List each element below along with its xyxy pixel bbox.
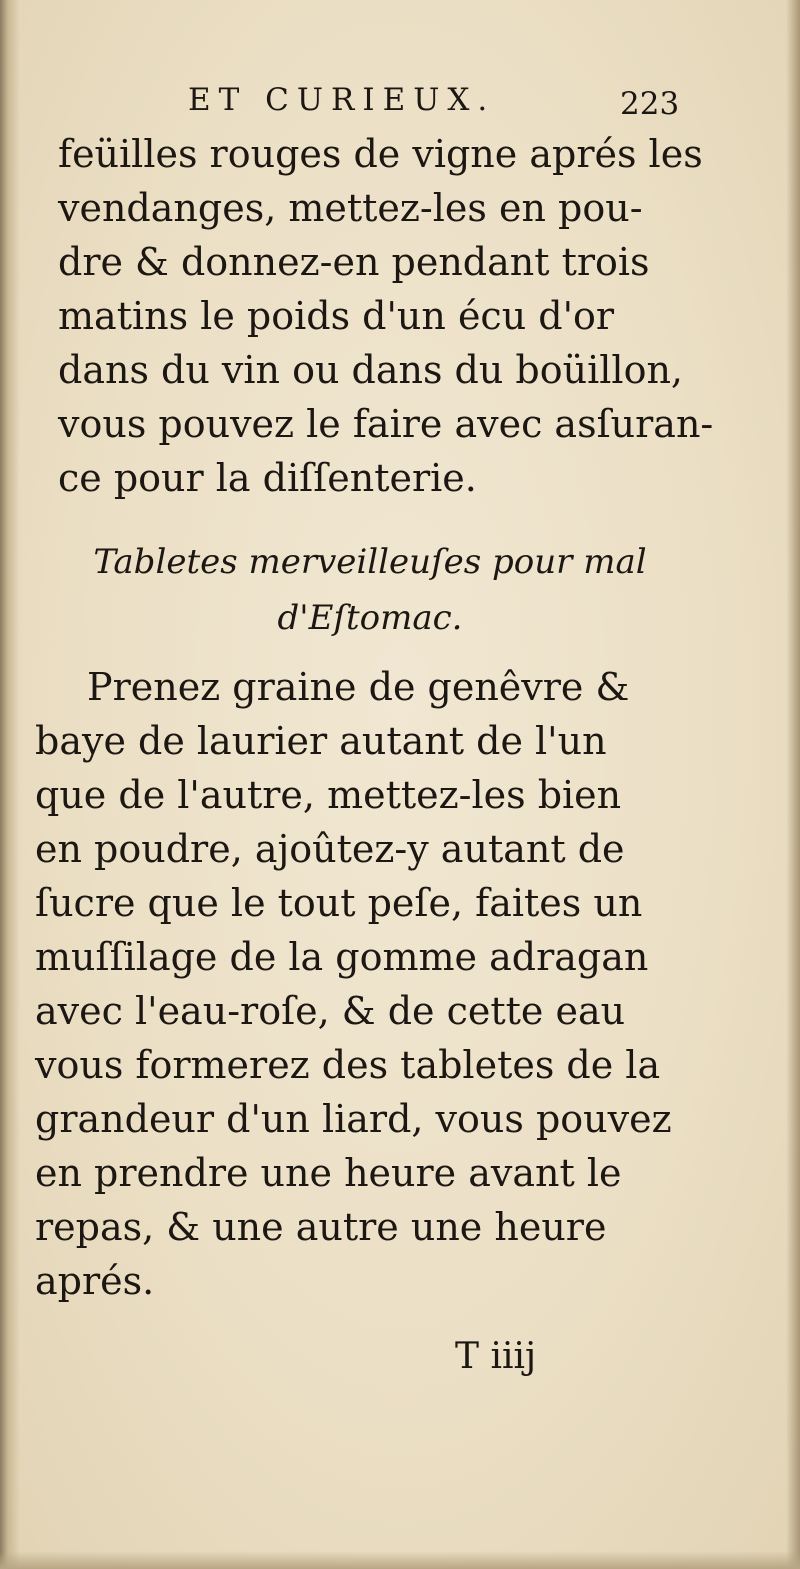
text-line: ce pour la diſſenterie.: [58, 456, 477, 500]
text-line: vous formerez des tabletes de la: [35, 1043, 661, 1087]
text-line: dans du vin ou dans du boüillon,: [58, 348, 683, 392]
text-line: Prenez graine de genêvre &: [87, 665, 630, 709]
text-line: ſucre que le tout peſe, faites un: [35, 881, 643, 925]
text-line: vendanges, mettez-les en pou-: [58, 186, 643, 230]
page-number: 223: [620, 86, 680, 122]
text-line: grandeur d'un liard, vous pouvez: [35, 1097, 672, 1141]
text-line: muſſilage de la gomme adragan: [35, 935, 649, 979]
recipe-heading: [60, 534, 680, 646]
text-line: feüilles rouges de vigne aprés les: [58, 132, 703, 176]
heading-line: d'Eſtomac.: [277, 598, 463, 638]
gutter-shadow: [0, 0, 20, 1569]
text-line: aprés.: [35, 1259, 155, 1303]
paragraph-2: [35, 660, 675, 1308]
paragraph-1: [58, 127, 714, 505]
signature-mark: T iiij: [455, 1336, 537, 1377]
heading-line: Tabletes merveilleuſes pour mal: [93, 542, 647, 582]
text-line: vous pouvez le faire avec asſuran-: [58, 402, 714, 446]
text-line: baye de laurier autant de l'un: [35, 719, 607, 763]
page-edge-shadow: [786, 0, 800, 1569]
text-line: en prendre une heure avant le: [35, 1151, 622, 1195]
text-line: matins le poids d'un écu d'or: [58, 294, 615, 338]
text-line: avec l'eau-roſe, & de cette eau: [35, 989, 626, 1033]
text-line: en poudre, ajoûtez-y autant de: [35, 827, 625, 871]
text-line: repas, & une autre une heure: [35, 1205, 607, 1249]
text-line: dre & donnez-en pendant trois: [58, 240, 650, 284]
text-line: que de l'autre, mettez-les bien: [35, 773, 622, 817]
running-title: ET CURIEUX.: [188, 82, 496, 118]
bottom-edge-shadow: [0, 1551, 800, 1569]
